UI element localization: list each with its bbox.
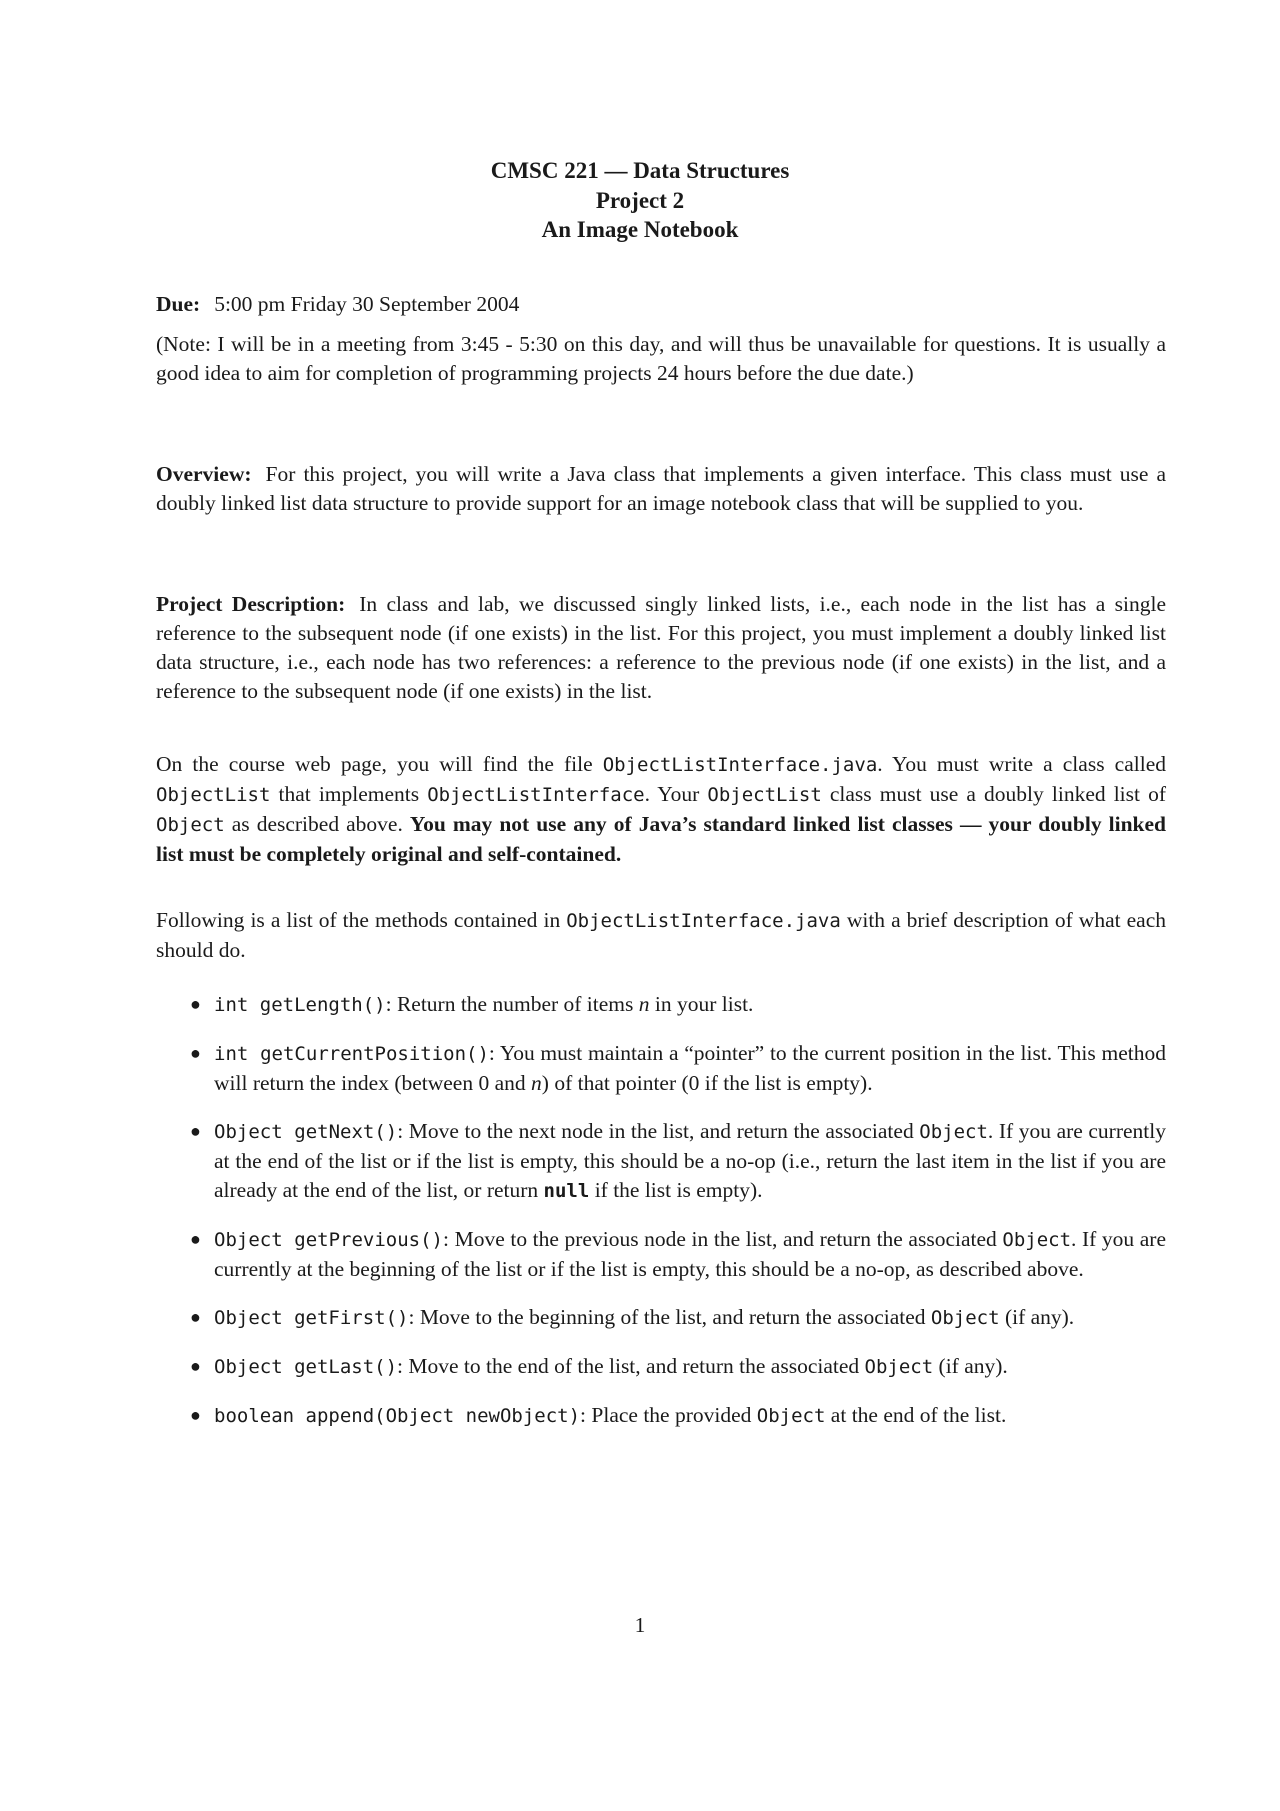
math-var: n xyxy=(531,1071,542,1095)
code-run: ObjectList xyxy=(156,784,271,806)
bullet-icon: ● xyxy=(190,1307,201,1327)
overview-paragraph xyxy=(156,460,1166,518)
code-run: Object xyxy=(156,814,225,836)
code-run: Object xyxy=(930,1307,1000,1329)
bullet-icon: ● xyxy=(190,1043,201,1063)
text-run: : Return the number of items xyxy=(385,992,639,1016)
text-run: : Move to the previous node in the list, and return the associated xyxy=(443,1227,1003,1251)
text-run: (if any). xyxy=(999,1305,1075,1329)
method-signature: int getCurrentPosition() xyxy=(214,1043,489,1065)
text-run: with a brief description of what each should do. xyxy=(156,908,1166,962)
list-item xyxy=(156,1401,1166,1431)
code-run: ObjectListInterface.java xyxy=(602,754,878,776)
page-number: 1 xyxy=(634,1613,646,1637)
list-item xyxy=(156,1039,1166,1098)
text-run: (if any). xyxy=(933,1354,1008,1378)
text-run: : Move to the beginning of the list, and return the associated xyxy=(408,1305,931,1329)
list-item xyxy=(156,1225,1166,1284)
text-run: class must use a doubly linked list of xyxy=(821,782,1166,806)
text-run: at the end of the list. xyxy=(825,1403,1007,1427)
bullet-icon: ● xyxy=(190,1405,201,1425)
text-run: : Move to the next node in the list, and return the associated xyxy=(397,1119,920,1143)
note-paragraph: (Note: I will be in a meeting from 3:45 - 5:30 on this day, and will thus be unavailable for questions. It is usually a good idea to aim for completion of programming projects 24 hours before the due date.) xyxy=(156,332,1166,385)
code-run: Object xyxy=(756,1405,826,1427)
webpage-paragraph xyxy=(156,750,1166,869)
list-item xyxy=(156,1303,1166,1333)
text-run: . Your xyxy=(644,782,708,806)
text-run: in your list. xyxy=(649,992,754,1016)
text-run: : Move to the end of the list, and return the associated xyxy=(397,1354,865,1378)
title-block xyxy=(0,156,1280,245)
code-run: Object xyxy=(919,1121,988,1143)
bullet-icon: ● xyxy=(190,1229,201,1249)
text-run: if the list is empty). xyxy=(589,1178,763,1202)
method-signature: int getLength() xyxy=(214,994,386,1016)
method-signature: Object getFirst() xyxy=(214,1307,409,1329)
overview-label: Overview: xyxy=(156,462,252,486)
overview-text: For this project, you will write a Java class that implements a given interface. This class must use a doubly linked list data structure to provide support for an image notebook class that will be supplied to you. xyxy=(156,462,1166,515)
due-line xyxy=(156,290,1166,319)
text-run: : Place the provided xyxy=(580,1403,757,1427)
code-run: null xyxy=(543,1180,590,1202)
list-item xyxy=(156,990,1166,1020)
course-title: CMSC 221 — Data Structures xyxy=(490,158,790,183)
list-item xyxy=(156,1352,1166,1382)
code-run: Object xyxy=(864,1356,934,1378)
text-run: . You must write a class called xyxy=(877,752,1166,776)
project-description-paragraph xyxy=(156,590,1166,706)
project-number: Project 2 xyxy=(595,187,685,213)
math-var: n xyxy=(638,992,650,1016)
following-paragraph xyxy=(156,906,1166,965)
project-subtitle: An Image Notebook xyxy=(541,217,739,242)
text-run: Following is a list of the methods contained in xyxy=(156,908,567,932)
bullet-icon: ● xyxy=(190,1356,201,1376)
project-description-label: Project Description: xyxy=(156,592,346,616)
text-run: as described above. xyxy=(224,812,410,836)
project-description-text: In class and lab, we discussed singly linked lists, i.e., each node in the list has a single reference to the subsequent node (if one exists) in the list. For this project, you must implement a doubly linked list data structure, i.e., each node has two references: a reference to the previous node (if one exists) in the list, and a reference to the subsequent node (if one exists) in the list. xyxy=(156,592,1166,703)
list-item xyxy=(156,1117,1166,1206)
bullet-icon: ● xyxy=(190,1121,201,1141)
code-run: ObjectListInterface.java xyxy=(566,910,841,932)
bullet-icon: ● xyxy=(190,994,201,1014)
method-signature: Object getLast() xyxy=(214,1356,398,1378)
text-run: : You must maintain a “pointer” to the current position in the list. This method will return the index (between 0 and xyxy=(214,1041,1166,1095)
text-run: that implements xyxy=(270,782,428,806)
method-signature: Object getNext() xyxy=(214,1121,398,1143)
method-signature: Object getPrevious() xyxy=(214,1229,444,1251)
text-run: ) of that pointer (0 if the list is empty). xyxy=(541,1071,873,1095)
due-value: 5:00 pm Friday 30 September 2004 xyxy=(214,292,520,316)
method-signature: boolean append(Object newObject) xyxy=(214,1405,581,1427)
text-run: On the course web page, you will find the file xyxy=(156,752,603,776)
bold-warning: You may not use any of Java’s standard linked list classes — your doubly linked list must be completely original and self-contained. xyxy=(156,812,1166,866)
text-run: . If you are currently at the beginning of the list or if the list is empty, this should be a no-op, as described above. xyxy=(214,1227,1167,1281)
code-run: ObjectListInterface xyxy=(427,784,645,806)
method-list xyxy=(156,990,1166,1450)
code-run: Object xyxy=(1002,1229,1072,1251)
text-run: . If you are currently at the end of the list or if the list is empty, this should be a no-op (i.e., return the last item in the list if you are already at the end of the list, or return xyxy=(214,1119,1166,1202)
code-run: ObjectList xyxy=(707,784,822,806)
due-label: Due: xyxy=(156,292,201,316)
